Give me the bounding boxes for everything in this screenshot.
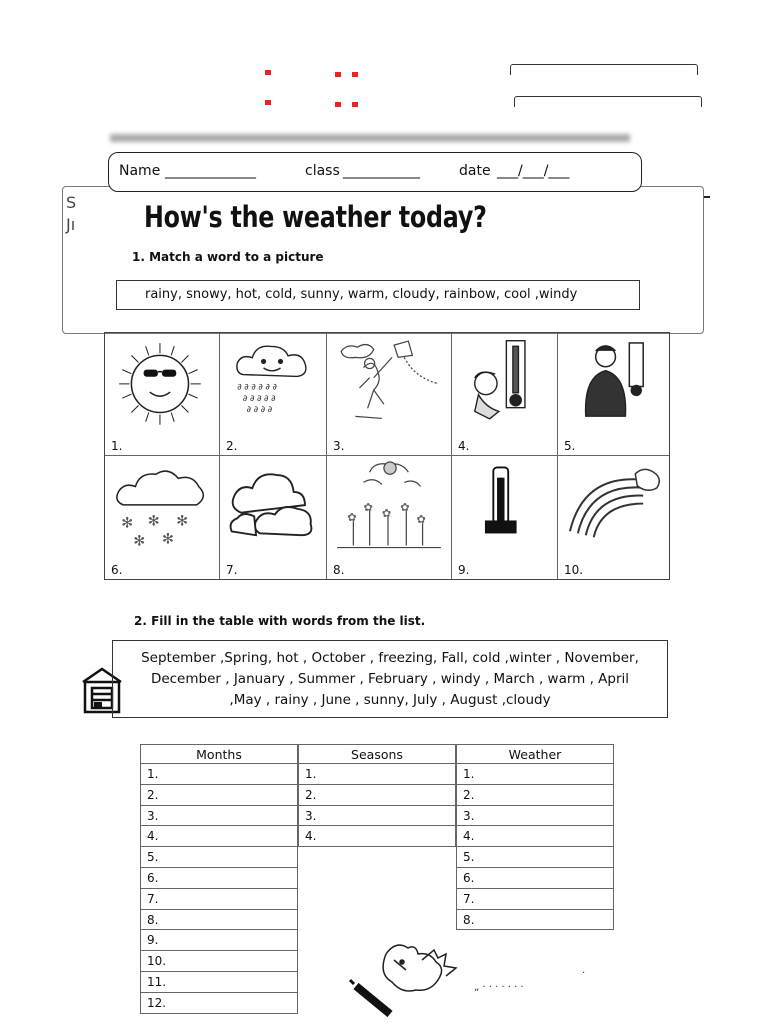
months-row[interactable]: 6. xyxy=(140,868,298,889)
months-row[interactable]: 11. xyxy=(140,972,298,993)
thermometer-icon xyxy=(458,460,551,544)
word-box xyxy=(116,280,640,310)
svg-text:✻: ✻ xyxy=(176,513,189,530)
months-row[interactable]: 12. xyxy=(140,993,298,1014)
red-mark xyxy=(335,102,341,107)
cold-thermometer-icon xyxy=(458,337,551,421)
months-row[interactable]: 3. xyxy=(140,806,298,827)
picture-number: 10. xyxy=(564,563,584,577)
picture-cell-9[interactable] xyxy=(452,456,558,579)
svg-text:✿: ✿ xyxy=(363,500,373,514)
seasons-column xyxy=(298,744,456,847)
red-mark xyxy=(265,100,271,105)
word-list-line: December , January , Summer , February , windy , March , warm , April xyxy=(150,671,630,687)
date-field[interactable]: ___/___/___ xyxy=(497,163,570,179)
seasons-row[interactable]: 3. xyxy=(298,806,456,827)
picture-number: 3. xyxy=(333,439,345,453)
word-list-line: ,May , rainy , June , sunny, July , August ,cloudy xyxy=(229,692,551,708)
months-row[interactable]: 1. xyxy=(140,764,298,785)
seasons-row[interactable]: 1. xyxy=(298,764,456,785)
spring-flowers-icon xyxy=(333,460,445,552)
rain-cloud-icon xyxy=(226,337,320,422)
picture-cell-1[interactable] xyxy=(105,333,220,456)
svg-text:∂ ∂ ∂ ∂ ∂ ∂: ∂ ∂ ∂ ∂ ∂ ∂ xyxy=(237,381,277,392)
word-list: rainy, snowy, hot, cold, sunny, warm, cloudy, rainbow, cool ,windy xyxy=(145,287,578,302)
sun-icon xyxy=(111,337,213,429)
months-row[interactable]: 10. xyxy=(140,951,298,972)
svg-text:„ · · · · · · ·: „ · · · · · · · xyxy=(474,982,524,993)
date-label: date xyxy=(459,163,491,179)
ghost-dash xyxy=(704,196,710,198)
question-2-label: 2. Fill in the table with words from the list. xyxy=(134,614,426,628)
svg-text:✻: ✻ xyxy=(121,515,134,532)
svg-text:✿: ✿ xyxy=(416,513,426,527)
picture-cell-5[interactable] xyxy=(558,333,669,456)
word-list-box xyxy=(112,640,668,718)
picture-cell-6[interactable] xyxy=(105,456,220,579)
svg-text:✻: ✻ xyxy=(133,533,146,550)
picture-number: 8. xyxy=(333,563,345,577)
name-field[interactable]: _____________ xyxy=(165,163,256,179)
name-label: Name xyxy=(119,163,161,179)
weather-row[interactable]: 1. xyxy=(456,764,614,785)
red-mark xyxy=(265,70,271,75)
cloud-icon xyxy=(226,460,320,545)
picture-number: 2. xyxy=(226,439,238,453)
svg-text:✻: ✻ xyxy=(147,513,160,530)
svg-text:✻: ✻ xyxy=(161,531,174,548)
picture-number: 7. xyxy=(226,563,238,577)
seasons-header: Seasons xyxy=(298,744,456,764)
class-field[interactable]: ___________ xyxy=(343,163,420,179)
months-row[interactable]: 2. xyxy=(140,785,298,806)
ghost-box-top-2 xyxy=(514,96,702,107)
snow-cloud-icon xyxy=(111,460,213,552)
ghost-text xyxy=(110,134,630,142)
months-row[interactable]: 4. xyxy=(140,826,298,847)
red-mark xyxy=(352,102,358,107)
picture-cell-8[interactable] xyxy=(327,456,452,579)
months-row[interactable]: 7. xyxy=(140,889,298,910)
svg-text:∂ ∂ ∂ ∂: ∂ ∂ ∂ ∂ xyxy=(246,404,273,415)
weather-header: Weather xyxy=(456,744,614,764)
picture-cell-10[interactable] xyxy=(558,456,669,579)
seasons-row[interactable]: 4. xyxy=(298,826,456,847)
months-column xyxy=(140,744,298,1014)
svg-text:·: · xyxy=(582,968,586,979)
weather-row[interactable]: 3. xyxy=(456,806,614,827)
picture-cell-4[interactable] xyxy=(452,333,558,456)
red-mark xyxy=(335,72,341,77)
ghost-letters: S Jı xyxy=(66,193,77,234)
ghost-box-top xyxy=(510,64,698,75)
months-header: Months xyxy=(140,744,298,764)
months-row[interactable]: 5. xyxy=(140,847,298,868)
picture-number: 6. xyxy=(111,563,123,577)
months-row[interactable]: 8. xyxy=(140,910,298,931)
picture-grid xyxy=(104,332,670,580)
picture-number: 5. xyxy=(564,439,576,453)
bird-icon xyxy=(346,940,606,1024)
weather-column xyxy=(456,744,614,930)
weather-row[interactable]: 8. xyxy=(456,910,614,931)
class-label: class xyxy=(305,163,340,179)
rainbow-icon xyxy=(564,460,663,549)
picture-cell-7[interactable] xyxy=(220,456,327,579)
picture-number: 9. xyxy=(458,563,470,577)
word-list-line: September ,Spring, hot , October , freezing, Fall, cold ,winter , November, xyxy=(141,650,639,666)
weather-row[interactable]: 2. xyxy=(456,785,614,806)
svg-text:✿: ✿ xyxy=(400,500,410,514)
red-mark xyxy=(352,72,358,77)
weather-row[interactable]: 4. xyxy=(456,826,614,847)
picture-cell-2[interactable] xyxy=(220,333,327,456)
months-row[interactable]: 9. xyxy=(140,930,298,951)
svg-text:✿: ✿ xyxy=(381,507,392,521)
name-box xyxy=(108,152,642,192)
page-title: How's the weather today? xyxy=(144,200,487,234)
picture-number: 4. xyxy=(458,439,470,453)
weather-row[interactable]: 5. xyxy=(456,847,614,868)
svg-text:✿: ✿ xyxy=(347,511,357,525)
question-1-label: 1. Match a word to a picture xyxy=(132,250,324,264)
seasons-row[interactable]: 2. xyxy=(298,785,456,806)
weather-row[interactable]: 6. xyxy=(456,868,614,889)
weather-row[interactable]: 7. xyxy=(456,889,614,910)
wind-icon xyxy=(333,337,445,429)
picture-number: 1. xyxy=(111,439,123,453)
cold-person-icon xyxy=(564,337,663,426)
picture-cell-3[interactable] xyxy=(327,333,452,456)
svg-text:∂ ∂ ∂ ∂ ∂: ∂ ∂ ∂ ∂ ∂ xyxy=(242,392,276,403)
